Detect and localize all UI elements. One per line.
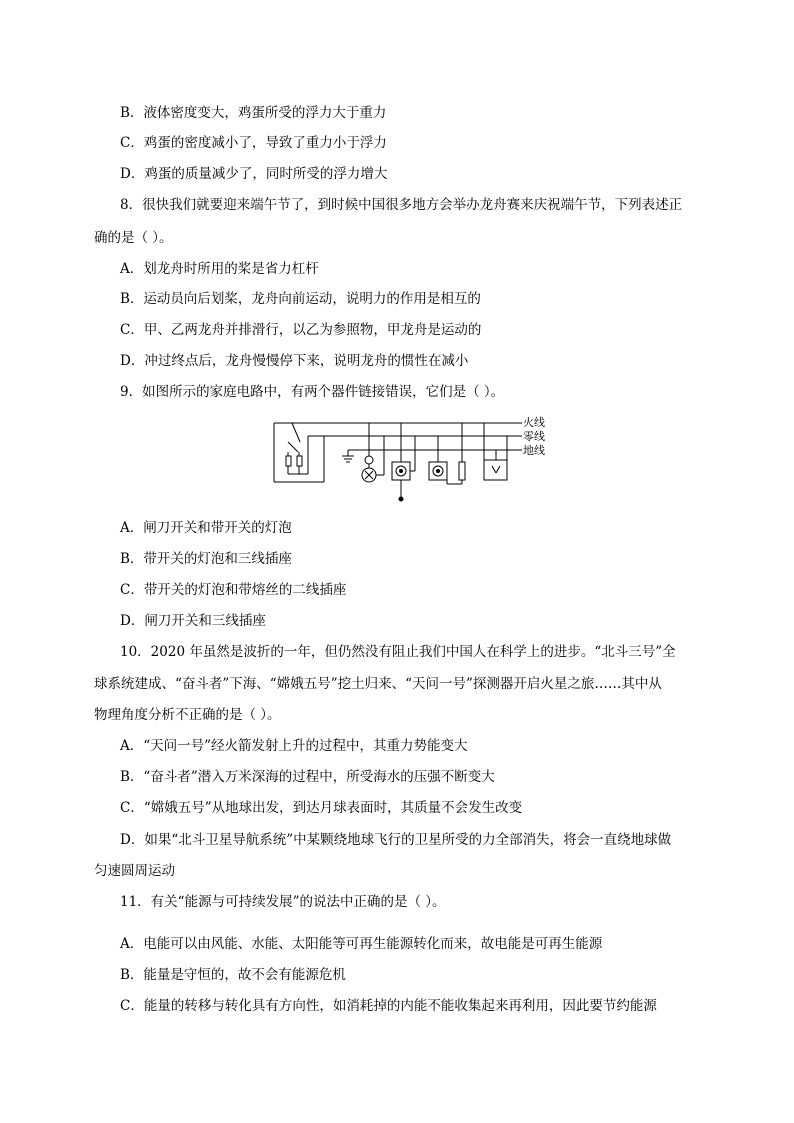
q10-option-c: C．“嫦娥五号”从地球出发，到达月球表面时，其质量不会发生改变 <box>120 800 523 816</box>
q10-stem-line2: 球系统建成、“奋斗者”下海、“嫦娥五号”挖土归来、“天问一号”探测器开启火星之旅……其中从 <box>94 676 662 692</box>
q11-option-b: B．能量是守恒的，故不会有能源危机 <box>120 967 346 983</box>
q9-option-a: A．闸刀开关和带开关的灯泡 <box>120 520 292 536</box>
q7-option-c: C．鸡蛋的密度减小了，导致了重力小于浮力 <box>120 135 387 151</box>
q9-option-c: C．带开关的灯泡和带熔丝的二线插座 <box>120 582 347 598</box>
q11-option-a: A．电能可以由风能、水能、太阳能等可再生能源转化而来，故电能是可再生能源 <box>120 936 603 952</box>
three-pin-socket <box>484 460 507 480</box>
q8-stem-line1: 8．很快我们就要迎来端午节了，到时候中国很多地方会举办龙舟赛来庆祝端午节，下列表述正 <box>120 197 683 213</box>
live-wire-label: 火线 <box>523 416 545 429</box>
q10-option-d-line1: D．如果“北斗卫星导航系统”中某颗绕地球飞行的卫星所受的力全部消失，将会一直绕地球做 <box>120 832 672 848</box>
lamp-switch <box>365 456 373 464</box>
q11-option-c: C．能量的转移与转化具有方向性，如消耗掉的内能不能收集起来再利用，因此要节约能源 <box>120 998 657 1014</box>
knife-blade <box>292 423 300 442</box>
q7-option-b: B．液体密度变大，鸡蛋所受的浮力大于重力 <box>120 105 387 121</box>
ground-wire-label: 地线 <box>523 444 545 457</box>
q10-stem-line3: 物理角度分析不正确的是（ ）。 <box>94 707 281 723</box>
q10-option-d-line2: 匀速圆周运动 <box>94 863 175 879</box>
q9-stem: 9．如图所示的家庭电路中，有两个器件链接错误，它们是（ ）。 <box>120 384 505 400</box>
q9-option-d: D．闸刀开关和三线插座 <box>120 613 266 629</box>
fuse-left <box>286 456 291 466</box>
q8-option-a: A．划龙舟时所用的桨是省力杠杆 <box>120 261 319 277</box>
fuse-right <box>297 456 302 466</box>
q10-option-a: A．“天问一号”经火箭发射上升的过程中，其重力势能变大 <box>120 738 468 754</box>
q9-option-b: B．带开关的灯泡和三线插座 <box>120 551 292 567</box>
q8-option-b: B．运动员向后划桨，龙舟向前运动，说明力的作用是相互的 <box>120 291 481 307</box>
q8-option-c: C．甲、乙两龙舟并排滑行，以乙为参照物，甲龙舟是运动的 <box>120 322 482 338</box>
fuse <box>459 462 465 480</box>
q8-option-d: D．冲过终点后，龙舟慢慢停下来，说明龙舟的惯性在减小 <box>120 353 469 369</box>
q11-stem: 11．有关“能源与可持续发展”的说法中正确的是（ ）。 <box>120 894 446 910</box>
neutral-wire-label: 零线 <box>523 430 545 443</box>
q8-stem-line2: 确的是（ ）。 <box>94 230 173 246</box>
q7-option-d: D．鸡蛋的质量减少了，同时所受的浮力增大 <box>120 166 388 182</box>
q10-option-b: B．“奋斗者”潜入万米深海的过程中，所受海水的压强不断变大 <box>120 769 495 785</box>
q10-stem-line1: 10．2020 年虽然是波折的一年，但仍然没有阻止我们中国人在科学上的进步。“北斗三号”全 <box>120 644 676 660</box>
household-circuit-diagram <box>270 412 550 506</box>
